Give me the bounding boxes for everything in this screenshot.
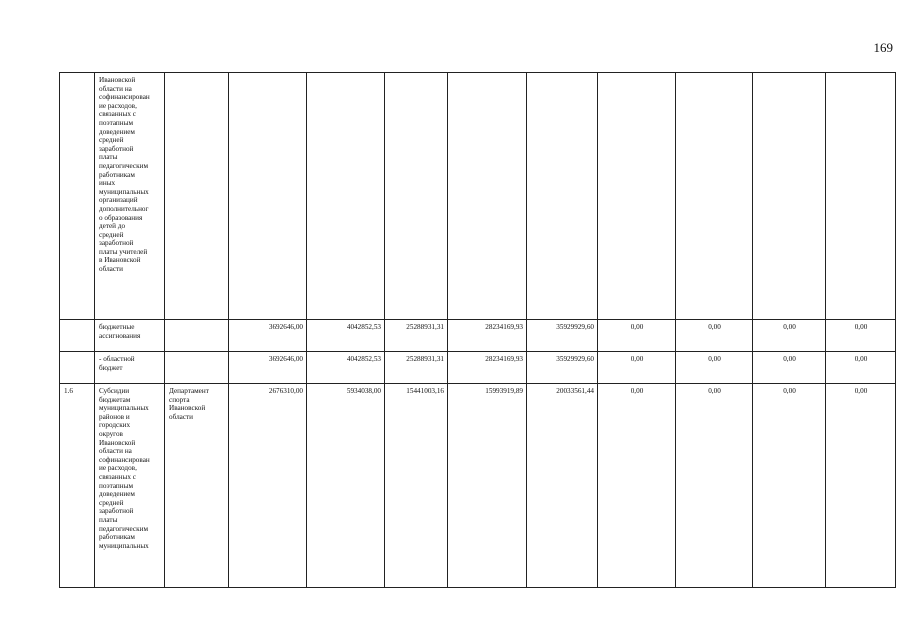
- value-cell: 28234169,93: [448, 352, 527, 384]
- value-cell: 0,00: [598, 320, 676, 352]
- description-cell: - областной бюджет: [95, 352, 165, 384]
- value-cell: 0,00: [753, 384, 826, 588]
- executor-cell: Департамент спорта Ивановской области: [165, 384, 229, 588]
- value-cell: 0,00: [753, 320, 826, 352]
- page-number: 169: [873, 40, 893, 55]
- value-cell: 5934038,00: [307, 384, 385, 588]
- value-cell: 0,00: [753, 352, 826, 384]
- value-cell: 25288931,31: [385, 320, 448, 352]
- value-cell: 35929929,60: [527, 320, 598, 352]
- value-cell: 28234169,93: [448, 320, 527, 352]
- value-cell: 15993919,89: [448, 384, 527, 588]
- table-row: [60, 384, 896, 588]
- value-cell: 0,00: [826, 352, 896, 384]
- value-cell: 0,00: [826, 320, 896, 352]
- value-cell: 2676310,00: [229, 384, 307, 588]
- value-cell: 25288931,31: [385, 352, 448, 384]
- row-number-cell: [60, 352, 95, 384]
- executor-cell: [165, 73, 229, 320]
- budget-table: [59, 72, 896, 588]
- description-cell: бюджетные ассигнования: [95, 320, 165, 352]
- value-cell: 35929929,60: [527, 352, 598, 384]
- row-number-cell: [60, 73, 95, 320]
- value-cell: [385, 73, 448, 320]
- value-cell: 0,00: [676, 320, 753, 352]
- value-cell: 0,00: [826, 384, 896, 588]
- value-cell: 3692646,00: [229, 352, 307, 384]
- value-cell: 15441003,16: [385, 384, 448, 588]
- value-cell: [307, 73, 385, 320]
- table-row: [60, 73, 896, 320]
- description-cell: Субсидии бюджетам муниципальных районов и городских округов Ивановской области на софинансирован ие расходов, связанных с поэтапным доведением средней заработной платы педагогическим работникам муниципальных: [95, 384, 165, 588]
- value-cell: [527, 73, 598, 320]
- value-cell: 0,00: [676, 384, 753, 588]
- value-cell: 0,00: [676, 352, 753, 384]
- executor-cell: [165, 320, 229, 352]
- table-row: [60, 320, 896, 352]
- executor-cell: [165, 352, 229, 384]
- row-number-cell: [60, 320, 95, 352]
- value-cell: [753, 73, 826, 320]
- value-cell: 3692646,00: [229, 320, 307, 352]
- value-cell: [448, 73, 527, 320]
- value-cell: 4042852,53: [307, 352, 385, 384]
- value-cell: [229, 73, 307, 320]
- value-cell: [598, 73, 676, 320]
- value-cell: 20033561,44: [527, 384, 598, 588]
- value-cell: 0,00: [598, 384, 676, 588]
- value-cell: [826, 73, 896, 320]
- value-cell: 0,00: [598, 352, 676, 384]
- value-cell: [676, 73, 753, 320]
- description-cell: Ивановской области на софинансирован ие расходов, связанных с поэтапным доведением средней заработной платы педагогическим работникам иных муниципальных организаций дополнительног о образования детей до средней заработной платы учителей в Ивановской области: [95, 73, 165, 320]
- table-row: [60, 352, 896, 384]
- row-number-cell: 1.6: [60, 384, 95, 588]
- value-cell: 4042852,53: [307, 320, 385, 352]
